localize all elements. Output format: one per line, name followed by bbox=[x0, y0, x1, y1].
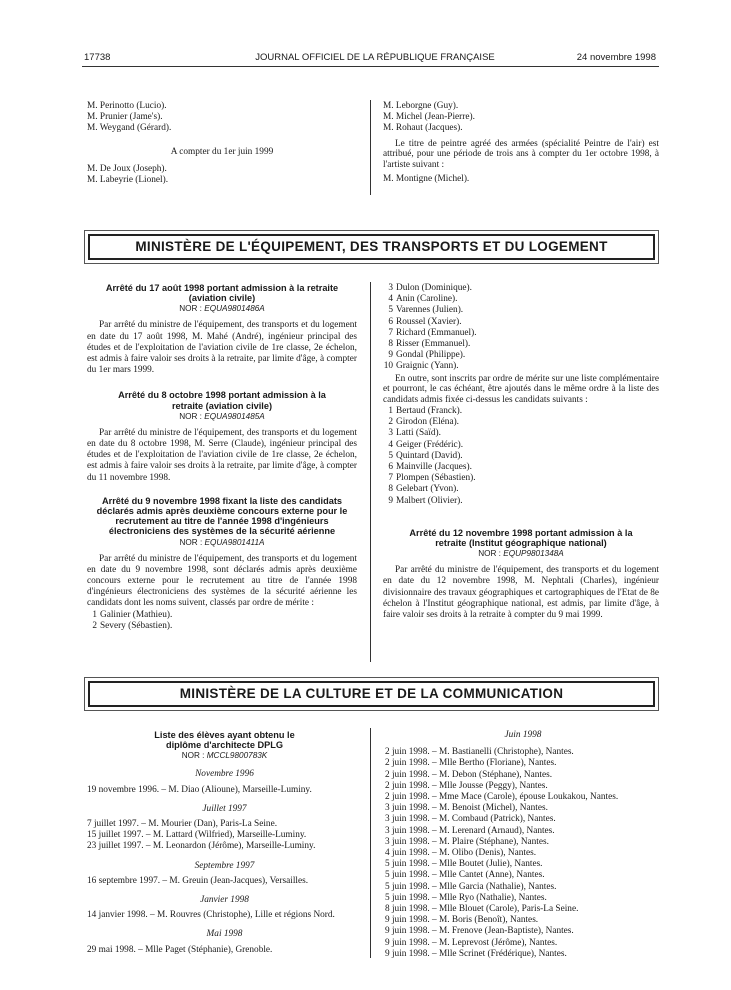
list-item bbox=[87, 610, 357, 621]
candidate-name: Anin (Caroline). bbox=[396, 294, 458, 305]
decree-title: Arrêté du 12 novembre 1998 portant admission à la retraite (Institut géographique national) bbox=[409, 527, 633, 549]
graduate-groups bbox=[87, 769, 362, 955]
rank-number: 1 bbox=[92, 609, 97, 620]
name-item: M. Perinotto (Lucio). bbox=[87, 101, 167, 111]
candidate-name: Graignic (Yann). bbox=[396, 361, 459, 372]
rank-number: 7 bbox=[388, 473, 393, 484]
name-list bbox=[87, 101, 357, 135]
decree-title: Arrêté du 17 août 1998 portant admission à la retraite (aviation civile) bbox=[105, 283, 339, 304]
graduate-entry: 4 juin 1998. – M. Olibo (Denis), Nantes. bbox=[385, 848, 537, 859]
graduate-entry: 5 juin 1998. – Mlle Cantet (Anne), Nantes. bbox=[385, 870, 545, 881]
graduate-entry: 8 juin 1998. – Mlle Blouet (Carole), Paris-La Seine. bbox=[385, 904, 579, 915]
candidate-name: Roussel (Xavier). bbox=[396, 316, 462, 327]
graduate-entry: 9 juin 1998. – M. Boris (Benoît), Nantes. bbox=[385, 915, 539, 926]
month-heading: Janvier 1998 bbox=[200, 895, 249, 906]
nor-reference: NOR : EQUA9801485A bbox=[179, 411, 265, 421]
name-item: M. Labeyrie (Lionel). bbox=[87, 175, 169, 186]
rank-number: 5 bbox=[388, 450, 393, 461]
paragraph: Le titre de peintre agréé des armées (spécialité Peintre de l'air) est attribué, pour une période de trois ans à compter du 1er octobre 1998, à l'artiste suivant : bbox=[383, 138, 659, 171]
candidate-name: Mainville (Jacques). bbox=[396, 462, 472, 473]
candidate-name: Quintard (David). bbox=[396, 450, 463, 461]
graduate-entry: 9 juin 1998. – M. Leprevost (Jérôme), Nantes. bbox=[385, 937, 558, 948]
ranked-list bbox=[383, 406, 659, 507]
month-heading: Septembre 1997 bbox=[194, 860, 255, 871]
list-title: Liste des élèves ayant obtenu le diplôme d'architecte DPLG bbox=[154, 730, 295, 751]
list-item bbox=[383, 328, 659, 339]
rank-number: 8 bbox=[388, 339, 393, 350]
candidate-name: Girodon (Eléna). bbox=[396, 417, 459, 428]
graduate-entry: 3 juin 1998. – M. Combaud (Patrick), Nantes. bbox=[385, 814, 556, 825]
nor-reference: NOR : EQUP9801348A bbox=[478, 549, 564, 559]
journal-title: JOURNAL OFFICIEL DE LA RÉPUBLIQUE FRANÇAISE bbox=[255, 52, 495, 63]
graduate-entry: 9 juin 1998. – Mlle Scrinet (Frédérique), Nantes. bbox=[385, 948, 567, 959]
graduate-list bbox=[385, 747, 661, 960]
section-heading: A compter du 1er juin 1999 bbox=[170, 146, 274, 157]
graduate-entry: 15 juillet 1997. – M. Lattard (Wilfried), Marseille-Luminy. bbox=[87, 830, 307, 841]
graduate-entry: 9 juin 1998. – M. Frenove (Jean-Baptiste), Nantes. bbox=[385, 926, 574, 937]
graduate-entry: 14 janvier 1998. – M. Rouvres (Christophe), Lille et régions Nord. bbox=[87, 910, 335, 921]
list-item bbox=[87, 621, 357, 632]
graduate-entry: 29 mai 1998. – Mlle Paget (Stéphanie), Grenoble. bbox=[87, 944, 273, 955]
candidate-name: Richard (Emmanuel). bbox=[396, 327, 477, 338]
graduate-entry: 16 septembre 1997. – M. Greuin (Jean-Jacques), Versailles. bbox=[87, 875, 309, 886]
list-item bbox=[383, 462, 659, 473]
rank-number: 5 bbox=[388, 305, 393, 316]
graduate-entry: 2 juin 1998. – Mlle Jousse (Peggy), Nantes. bbox=[385, 780, 548, 791]
list-item bbox=[383, 440, 659, 451]
column-rule-top bbox=[370, 100, 371, 195]
list-item bbox=[383, 473, 659, 484]
equipement-left-column bbox=[87, 283, 357, 632]
rank-number: 7 bbox=[388, 327, 393, 338]
decree-title: Arrêté du 8 octobre 1998 portant admission à la retraite (aviation civile) bbox=[118, 390, 326, 411]
list-item bbox=[383, 484, 659, 495]
list-item bbox=[383, 283, 659, 294]
month-heading: Novembre 1996 bbox=[195, 769, 254, 780]
graduate-entry: 2 juin 1998. – Mme Mace (Carole), épouse Loukakou, Nantes. bbox=[385, 792, 619, 803]
graduate-entry: 2 juin 1998. – M. Bastianelli (Christophe), Nantes. bbox=[385, 747, 574, 758]
graduate-entry: 3 juin 1998. – M. Benoist (Michel), Nantes. bbox=[385, 803, 548, 814]
graduate-entry: 7 juillet 1997. – M. Mourier (Dan), Paris-La Seine. bbox=[87, 819, 278, 830]
ministry-heading-equipement: MINISTÈRE DE L'ÉQUIPEMENT, DES TRANSPORTS ET DU LOGEMENT bbox=[88, 234, 655, 260]
candidate-name: Varennes (Julien). bbox=[396, 305, 464, 316]
graduate-entry: 5 juin 1998. – Mlle Ryo (Nathalie), Nantes. bbox=[385, 892, 547, 903]
issue-date: 24 novembre 1998 bbox=[576, 52, 656, 63]
candidate-name: Latti (Saïd). bbox=[396, 428, 441, 439]
list-item bbox=[383, 417, 659, 428]
name-list bbox=[383, 101, 659, 135]
rank-number: 9 bbox=[388, 350, 393, 361]
candidate-name: Malbert (Olivier). bbox=[396, 495, 463, 506]
list-item bbox=[383, 339, 659, 350]
candidate-name: Plompen (Sébastien). bbox=[396, 473, 476, 484]
list-item bbox=[383, 451, 659, 462]
decree-text: En outre, sont inscrits par ordre de mérite sur une liste complémentaire et pourront, le cas échéant, être ajoutés dans le même ordre à la liste des candidats admis fixée ci-dessus les candidats suivants : bbox=[383, 373, 659, 406]
column-rule-middle bbox=[370, 282, 371, 662]
candidate-name: Risser (Emmanuel). bbox=[396, 339, 471, 350]
rank-number: 3 bbox=[388, 428, 393, 439]
rank-number: 9 bbox=[388, 495, 393, 506]
candidate-name: Severy (Sébastien). bbox=[100, 620, 173, 631]
name-item: M. Weygand (Gérard). bbox=[87, 123, 172, 134]
list-item bbox=[383, 317, 659, 328]
culture-left-column bbox=[87, 730, 362, 956]
rank-number: 6 bbox=[388, 462, 393, 473]
candidate-name: Galinier (Mathieu). bbox=[100, 609, 173, 620]
page-number: 17738 bbox=[84, 52, 111, 63]
top-right-column bbox=[383, 101, 659, 185]
candidate-name: Geiger (Frédéric). bbox=[396, 439, 464, 450]
name-item: M. Michel (Jean-Pierre). bbox=[383, 112, 475, 123]
candidate-name: Bertaud (Franck). bbox=[396, 406, 463, 417]
nor-reference: NOR : MCCL9800783K bbox=[181, 751, 268, 761]
decree-text: Par arrêté du ministre de l'équipement, des transports et du logement en date du 17 août 1998, M. Mahé (André), ingénieur principal des études et de l'exploitation de l'aviation civile de 1re classe, 2e échelon, est admis à faire valoir ses droits à la retraite, par limite d'âge, à compter du 1er mars 1999. bbox=[87, 320, 357, 376]
culture-right-column bbox=[385, 730, 661, 960]
rank-number: 3 bbox=[388, 283, 393, 293]
top-left-column bbox=[87, 101, 357, 186]
name-item: M. Rohaut (Jacques). bbox=[383, 123, 463, 134]
equipement-right-column bbox=[383, 283, 659, 621]
list-item bbox=[383, 361, 659, 372]
graduate-entry: 5 juin 1998. – Mlle Garcia (Nathalie), Nantes. bbox=[385, 881, 557, 892]
nor-reference: NOR : EQUA9801486A bbox=[179, 304, 265, 314]
candidate-name: Gelebart (Yvon). bbox=[396, 484, 459, 495]
list-item bbox=[383, 428, 659, 439]
list-item bbox=[383, 496, 659, 507]
name-item: M. Prunier (Jame's). bbox=[87, 112, 163, 123]
rank-number: 4 bbox=[388, 294, 393, 305]
list-item bbox=[383, 350, 659, 361]
name-item: M. De Joux (Joseph). bbox=[87, 163, 167, 174]
month-heading: Mai 1998 bbox=[206, 929, 243, 940]
list-item bbox=[383, 406, 659, 417]
graduate-entry: 5 juin 1998. – Mlle Boutet (Julie), Nantes. bbox=[385, 859, 543, 870]
header-rule bbox=[82, 66, 659, 67]
decree-title: Arrêté du 9 novembre 1998 fixant la liste des candidats déclarés admis après deuxième concours externe pour le recrutement au titre de l'année 1998 d'ingénieurs électroniciens des systèmes de la sécurité aérienne bbox=[96, 495, 348, 537]
month-heading: Juin 1998 bbox=[504, 730, 542, 740]
rank-number: 10 bbox=[383, 361, 393, 372]
rank-number: 2 bbox=[92, 620, 97, 631]
graduate-entry: 3 juin 1998. – M. Plaire (Stéphane), Nantes. bbox=[385, 836, 549, 847]
candidate-name: Dulon (Dominique). bbox=[396, 283, 472, 293]
rank-number: 4 bbox=[388, 439, 393, 450]
list-item bbox=[383, 294, 659, 305]
rank-number: 1 bbox=[388, 406, 393, 417]
graduate-entry: 3 juin 1998. – M. Lerenard (Arnaud), Nantes. bbox=[385, 825, 555, 836]
graduate-entry: 19 novembre 1996. – M. Diao (Alioune), Marseille-Luminy. bbox=[87, 784, 312, 795]
graduate-entry: 2 juin 1998. – Mlle Bertho (Floriane), Nantes. bbox=[385, 758, 557, 769]
candidate-name: Gondal (Philippe). bbox=[396, 350, 466, 361]
graduate-entry: 23 juillet 1997. – M. Leonardon (Jérôme), Marseille-Luminy. bbox=[87, 841, 316, 852]
column-rule-bottom bbox=[370, 728, 371, 958]
decree-text: Par arrêté du ministre de l'équipement, des transports et du logement en date du 9 novembre 1998, sont déclarés admis après deuxième concours externe pour le recrutement au titre de l'année 1998 d'ingénieurs électroniciens des systèmes de la sécurité aérienne les candidats dont les noms suivent, classés par ordre de mérite : bbox=[87, 553, 357, 609]
name-list bbox=[87, 164, 357, 186]
name-item: M. Montigne (Michel). bbox=[383, 174, 470, 184]
decree-text: Par arrêté du ministre de l'équipement, des transports et du logement en date du 12 novembre 1998, M. Nephtali (Charles), ingénieur divisionnaire des travaux géographiques et cartographiques de l'Etat de 8e échelon à l'Institut géographique national, est admis, par limite d'âge, à faire valoir ses droits à la retraite à compter du 9 mai 1999. bbox=[383, 565, 659, 621]
ranked-list bbox=[383, 283, 659, 373]
ranked-list bbox=[87, 610, 357, 632]
list-item bbox=[383, 305, 659, 316]
rank-number: 2 bbox=[388, 417, 393, 428]
name-item: M. Leborgne (Guy). bbox=[383, 101, 459, 111]
rank-number: 6 bbox=[388, 316, 393, 327]
month-heading: Juillet 1997 bbox=[202, 803, 247, 814]
rank-number: 8 bbox=[388, 484, 393, 495]
ministry-heading-culture: MINISTÈRE DE LA CULTURE ET DE LA COMMUNICATION bbox=[88, 681, 655, 707]
decree-text: Par arrêté du ministre de l'équipement, des transports et du logement en date du 8 octobre 1998, M. Serre (Claude), ingénieur principal des études et de l'exploitation de l'aviation civile de 1re classe, 2e échelon, est admis à faire valoir ses droits à la retraite, par limite d'âge, à compter du 11 novembre 1998. bbox=[87, 427, 357, 483]
graduate-entry: 2 juin 1998. – M. Debon (Stéphane), Nantes. bbox=[385, 769, 553, 780]
nor-reference: NOR : EQUA9801411A bbox=[179, 537, 265, 547]
